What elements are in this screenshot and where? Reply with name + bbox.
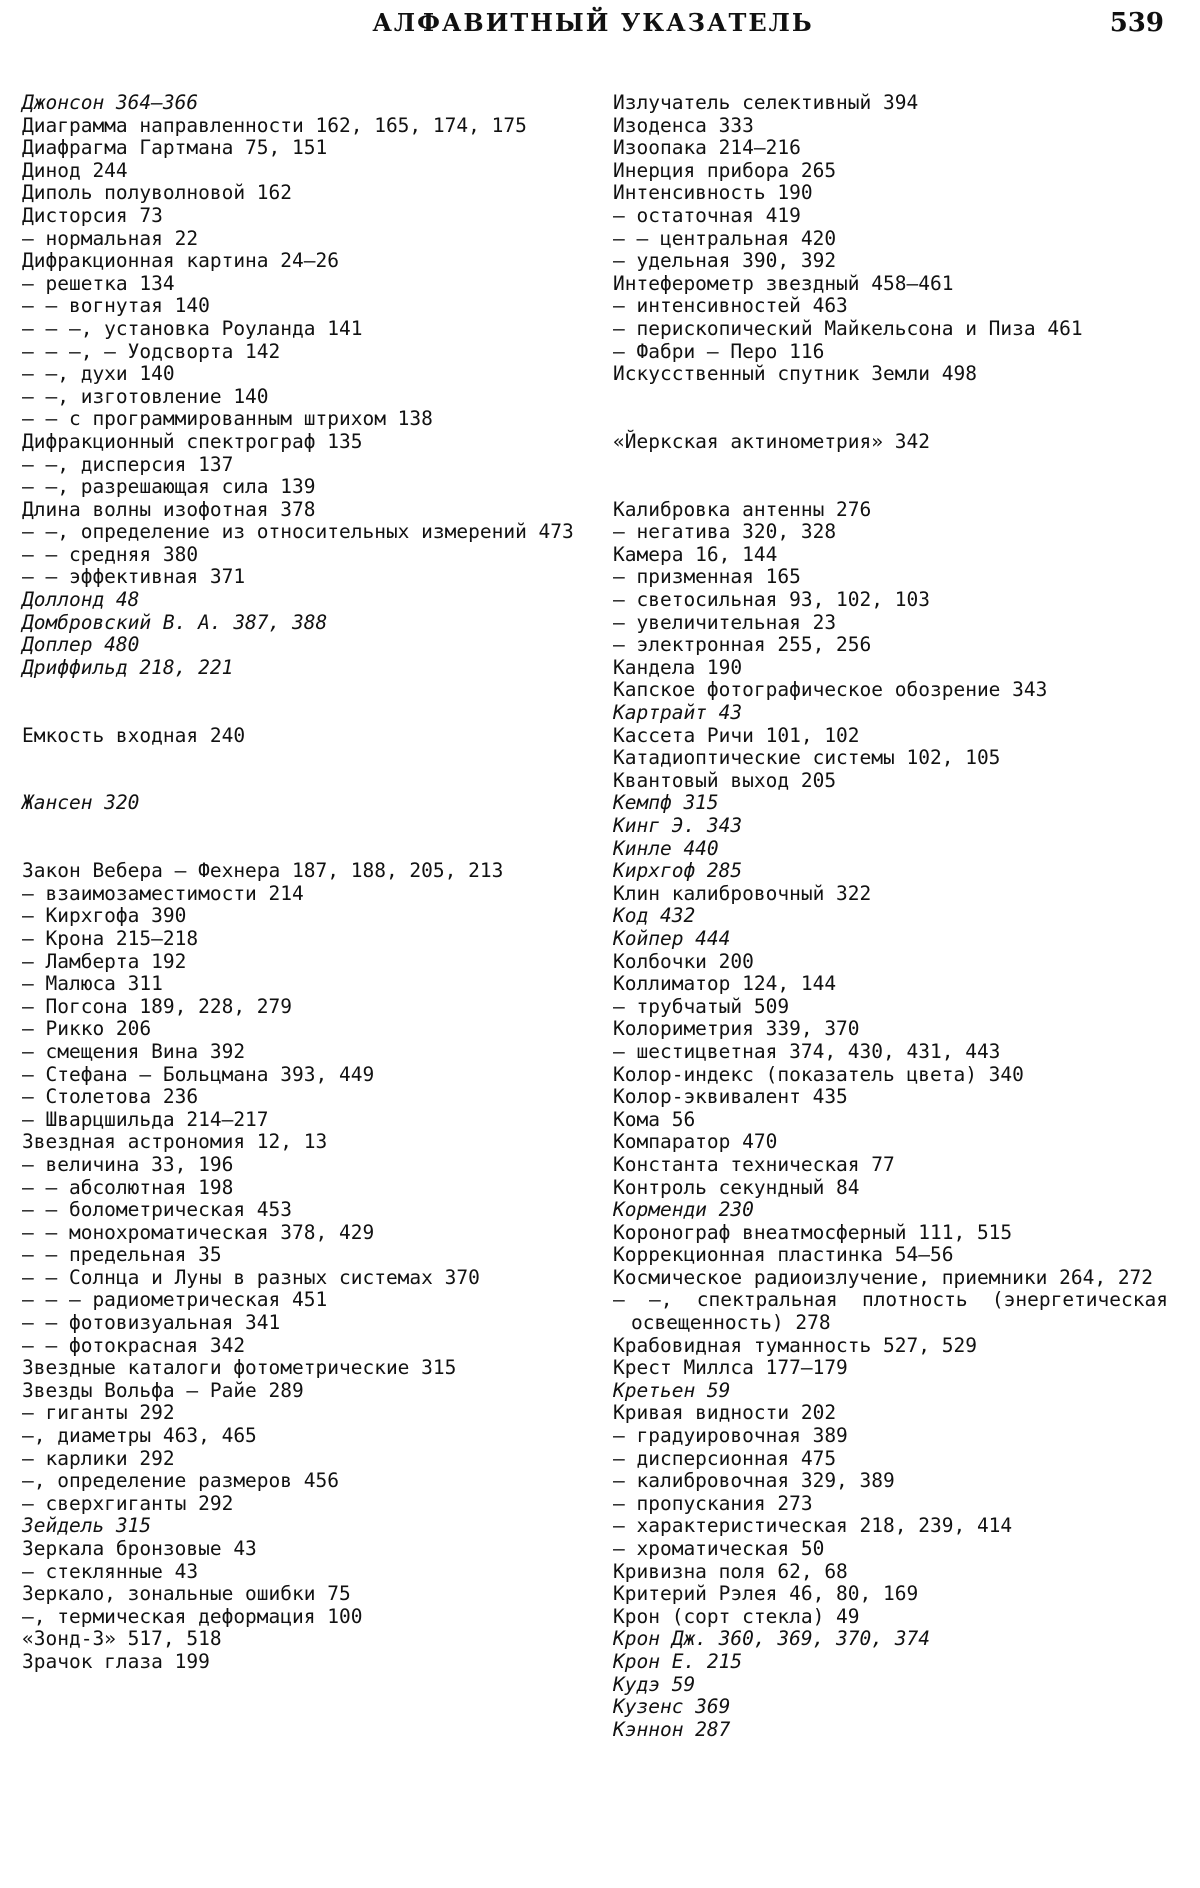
index-entry: — — Солнца и Луны в разных системах 370 — [22, 1265, 480, 1289]
index-entry: Кирхгоф 285 — [613, 859, 743, 883]
index-entry: Колориметрия 339, 370 — [613, 1017, 860, 1041]
section-gap — [22, 747, 577, 770]
index-entry: — — эффективная 371 — [22, 565, 246, 589]
index-entry: Камера 16, 144 — [613, 542, 778, 566]
index-entry: — характеристическая 218, 239, 414 — [613, 1514, 1013, 1538]
index-entry: — Погсона 189, 228, 279 — [22, 994, 293, 1018]
section-gap — [613, 408, 1168, 431]
index-entry: — — абсолютная 198 — [22, 1175, 234, 1199]
index-entry: Кретьен 59 — [613, 1378, 731, 1402]
index-entry: Диполь полуволновой 162 — [22, 181, 293, 205]
index-entry: — Кирхгофа 390 — [22, 904, 187, 928]
index-entry: — — монохроматическая 378, 429 — [22, 1220, 375, 1244]
index-entry: — гиганты 292 — [22, 1401, 175, 1425]
index-entry: — карлики 292 — [22, 1446, 175, 1470]
index-entry: — — предельная 35 — [22, 1243, 222, 1267]
index-column-left — [22, 92, 577, 1674]
index-entry: Койпер 444 — [613, 926, 731, 950]
index-entry: — — — радиометрическая 451 — [22, 1288, 328, 1312]
section-gap — [22, 702, 577, 725]
index-entry: Капское фотографическое обозрение 343 — [613, 678, 1048, 702]
index-entry: — Крона 215—218 — [22, 926, 199, 950]
index-entry: — величина 33, 196 — [22, 1152, 234, 1176]
index-entry: Крест Миллса 177—179 — [613, 1356, 848, 1380]
index-entry: — — фотовизуальная 341 — [22, 1311, 281, 1335]
index-entry: Диафрагма Гартмана 75, 151 — [22, 136, 328, 160]
index-entry: Кривизна поля 62, 68 — [613, 1559, 848, 1583]
index-entry: Код 432 — [613, 904, 696, 928]
index-entry: Колбочки 200 — [613, 949, 754, 973]
index-entry: Закон Вебера — Фехнера 187, 188, 205, 213 — [22, 859, 504, 883]
index-entry: Колор-индекс (показатель цвета) 340 — [613, 1062, 1024, 1086]
section-gap — [613, 386, 1168, 409]
index-entry: — — с программированным штрихом 138 — [22, 407, 433, 431]
index-entry: — призменная 165 — [613, 565, 801, 589]
index-entry: Компаратор 470 — [613, 1130, 778, 1154]
index-entry: Диаграмма направленности 162, 165, 174, 175 — [22, 113, 527, 137]
index-entry: — удельная 390, 392 — [613, 249, 837, 273]
index-entry: Звездная астрономия 12, 13 — [22, 1130, 328, 1154]
index-entry: Изоденса 333 — [613, 113, 754, 137]
index-entry: Катадиоптические системы 102, 105 — [613, 746, 1001, 770]
section-gap — [613, 476, 1168, 499]
section-gap — [22, 815, 577, 838]
index-entry: — стеклянные 43 — [22, 1559, 199, 1583]
index-entry: Кома 56 — [613, 1107, 696, 1131]
index-entry: Кемпф 315 — [613, 791, 719, 815]
index-entry: — хроматическая 50 — [613, 1537, 825, 1560]
section-gap — [22, 838, 577, 861]
index-entry: Кандела 190 — [613, 655, 743, 679]
index-entry: — — фотокрасная 342 — [22, 1333, 246, 1357]
index-entry: — —, разрешающая сила 139 — [22, 475, 316, 499]
index-entry: — трубчатый 509 — [613, 994, 790, 1018]
index-entry: — решетка 134 — [22, 271, 175, 295]
index-entry: Интенсивность 190 — [613, 181, 813, 205]
index-column-right — [613, 92, 1168, 1741]
index-entry: Квантовый выход 205 — [613, 768, 837, 792]
index-entry: — — вогнутая 140 — [22, 294, 210, 318]
index-entry: Коллиматор 124, 144 — [613, 972, 837, 996]
index-entry: Звездные каталоги фотометрические 315 — [22, 1356, 457, 1380]
index-entry: — — —, — Уодсворта 142 — [22, 339, 281, 363]
index-entry: — шестицветная 374, 430, 431, 443 — [613, 1039, 1001, 1063]
index-entry: — нормальная 22 — [22, 226, 199, 250]
index-entry: Дифракционная картина 24—26 — [22, 249, 339, 273]
index-entry: Кассета Ричи 101, 102 — [613, 723, 860, 747]
index-entry: — Фабри — Перо 116 — [613, 339, 825, 363]
index-entry: — — —, установка Роуланда 141 — [22, 316, 363, 340]
index-entry: Зрачок глаза 199 — [22, 1649, 210, 1673]
index-entry: Колор-эквивалент 435 — [613, 1085, 848, 1109]
index-entry: — увеличительная 23 — [613, 610, 837, 634]
index-entry: Критерий Рэлея 46, 80, 169 — [613, 1582, 919, 1606]
index-entry: Излучатель селективный 394 — [613, 91, 919, 114]
index-entry: Дриффильд 218, 221 — [22, 655, 234, 679]
index-entry: Изоопака 214—216 — [613, 136, 801, 160]
index-entry: Зеркала бронзовые 43 — [22, 1537, 257, 1560]
page-header — [22, 8, 1164, 48]
index-entry: Крабовидная туманность 527, 529 — [613, 1333, 977, 1357]
index-entry: —, диаметры 463, 465 — [22, 1424, 257, 1448]
index-entry: — сверхгиганты 292 — [22, 1491, 234, 1515]
index-entry: Крон (сорт стекла) 49 — [613, 1604, 860, 1628]
index-entry: Дисторсия 73 — [22, 203, 163, 227]
index-entry: — Ламберта 192 — [22, 949, 187, 973]
index-entry: — — центральная 420 — [613, 226, 837, 250]
index-entry: — —, спектральная плотность (энергетическая освещенность) 278 — [613, 1288, 1168, 1335]
index-entry: Константа техническая 77 — [613, 1152, 895, 1176]
index-entry: Кинле 440 — [613, 836, 719, 860]
page-number: 539 — [1109, 8, 1164, 38]
index-entry: Динод 244 — [22, 158, 128, 182]
index-entry: —, определение размеров 456 — [22, 1469, 339, 1493]
index-entry: Доллонд 48 — [22, 588, 140, 612]
index-entry: — —, изготовление 140 — [22, 384, 269, 408]
index-entry: Кривая видности 202 — [613, 1401, 837, 1425]
index-entry: — смещения Вина 392 — [22, 1039, 246, 1063]
index-entry: — — болометрическая 453 — [22, 1198, 293, 1222]
index-entry: Кэннон 287 — [613, 1717, 731, 1741]
index-entry: «Зонд-3» 517, 518 — [22, 1627, 222, 1651]
index-entry: Инерция прибора 265 — [613, 158, 837, 182]
index-entry: — градуировочная 389 — [613, 1424, 848, 1448]
index-entry: Длина волны изофотная 378 — [22, 497, 316, 521]
index-entry: Доплер 480 — [22, 633, 140, 657]
index-entry: — Стефана — Больцмана 393, 449 — [22, 1062, 375, 1086]
index-entry: — — средняя 380 — [22, 542, 199, 566]
index-entry: Домбровский В. А. 387, 388 — [22, 610, 328, 634]
index-entry: — электронная 255, 256 — [613, 633, 872, 657]
index-entry: Крон Е. 215 — [613, 1649, 743, 1673]
section-gap — [22, 770, 577, 793]
index-entry: — взаимозаместимости 214 — [22, 881, 304, 905]
index-entry: — дисперсионная 475 — [613, 1446, 837, 1470]
index-entry: Клин калибровочный 322 — [613, 881, 872, 905]
index-entry: Коронограф внеатмосферный 111, 515 — [613, 1220, 1013, 1244]
index-entry: — перископический Майкельсона и Пиза 461 — [613, 316, 1083, 340]
index-entry: Жансен 320 — [22, 791, 140, 815]
index-entry: — калибровочная 329, 389 — [613, 1469, 895, 1493]
index-entry: Кузенс 369 — [613, 1695, 731, 1719]
index-entry: —, термическая деформация 100 — [22, 1604, 363, 1628]
index-entry: — —, определение из относительных измерений 473 — [22, 520, 574, 544]
index-entry: Интеферометр звездный 458—461 — [613, 271, 954, 295]
index-entry: Зейдель 315 — [22, 1514, 152, 1538]
index-entry: Искусственный спутник Земли 498 — [613, 362, 977, 386]
index-entry: Звезды Вольфа — Райе 289 — [22, 1378, 304, 1402]
section-gap — [613, 454, 1168, 477]
index-entry: — пропускания 273 — [613, 1491, 813, 1515]
index-entry: Кудэ 59 — [613, 1672, 696, 1696]
index-entry: Калибровка антенны 276 — [613, 497, 872, 521]
index-entry: — Шварцшильда 214—217 — [22, 1107, 269, 1131]
running-title: АЛФАВИТНЫЙ УКАЗАТЕЛЬ — [372, 8, 814, 37]
index-entry: — негатива 320, 328 — [613, 520, 837, 544]
index-entry: Картрайт 43 — [613, 701, 743, 725]
index-entry: Джонсон 364—366 — [22, 91, 199, 114]
index-entry: — светосильная 93, 102, 103 — [613, 588, 930, 612]
index-entry: Коррекционная пластинка 54—56 — [613, 1243, 954, 1267]
index-entry: Корменди 230 — [613, 1198, 754, 1222]
index-entry: — —, дисперсия 137 — [22, 452, 234, 476]
index-entry: «Йеркская актинометрия» 342 — [613, 429, 930, 453]
index-entry: — Столетова 236 — [22, 1085, 199, 1109]
section-gap — [22, 679, 577, 702]
index-entry: — —, духи 140 — [22, 362, 175, 386]
index-entry: Зеркало, зональные ошибки 75 — [22, 1582, 351, 1606]
index-entry: — остаточная 419 — [613, 203, 801, 227]
index-entry: Крон Дж. 360, 369, 370, 374 — [613, 1627, 930, 1651]
index-entry: Контроль секундный 84 — [613, 1175, 860, 1199]
index-entry: — Малюса 311 — [22, 972, 163, 996]
index-entry: Емкость входная 240 — [22, 723, 246, 747]
index-entry: — интенсивностей 463 — [613, 294, 848, 318]
index-entry: Кинг Э. 343 — [613, 814, 743, 837]
index-entry: — Рикко 206 — [22, 1017, 152, 1041]
index-entry: Космическое радиоизлучение, приемники 264, 272 — [613, 1265, 1154, 1289]
index-entry: Дифракционный спектрограф 135 — [22, 429, 363, 453]
